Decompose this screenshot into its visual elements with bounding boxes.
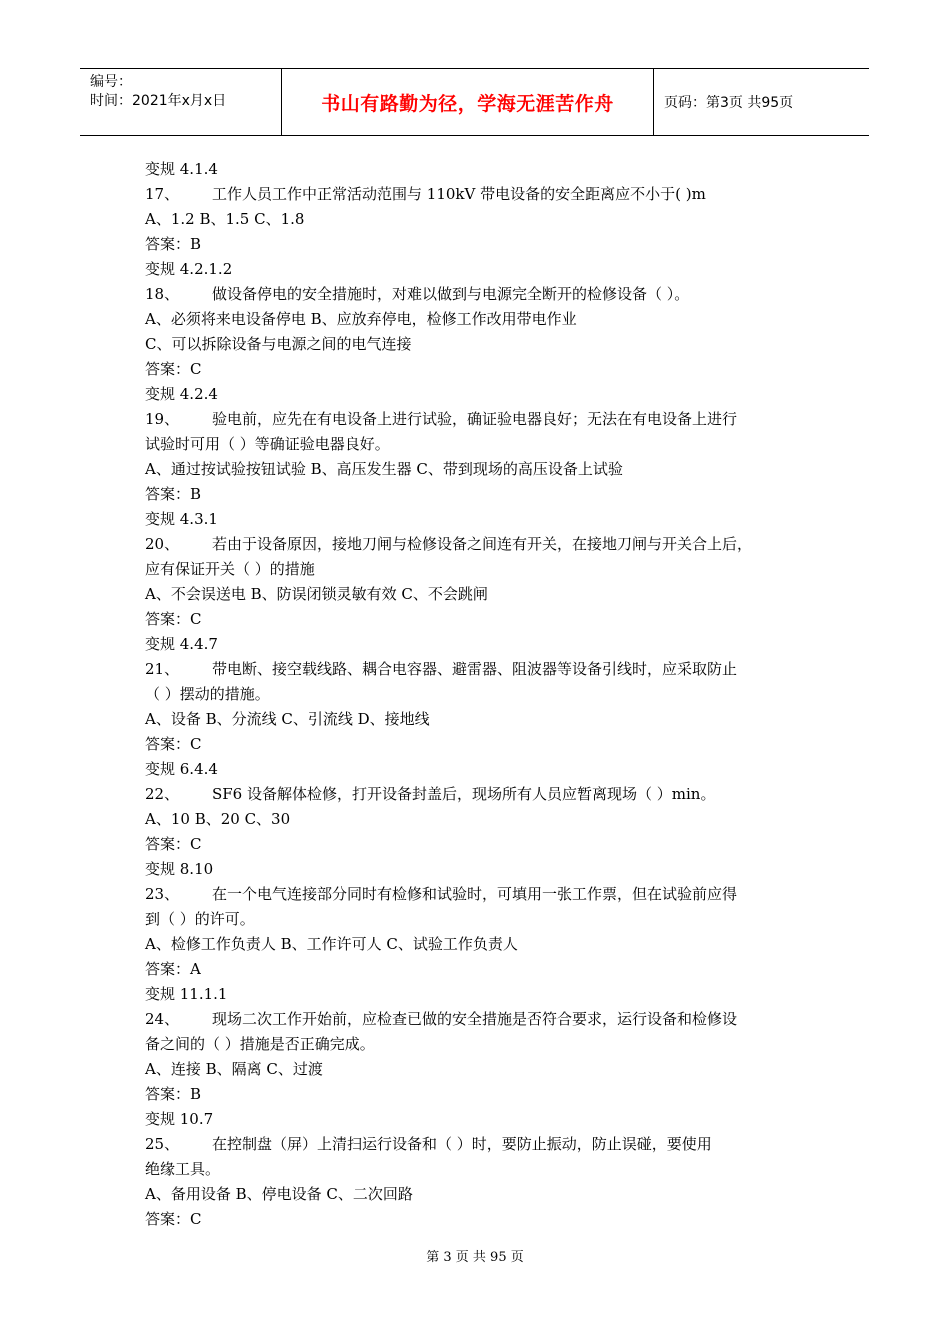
text-line	[145, 1107, 815, 1132]
text-line	[145, 1157, 815, 1182]
header-motto: 书山有路勤为径，学海无涯苦作舟	[282, 69, 654, 135]
text-line	[145, 157, 815, 182]
line-text: 变规 10.7	[145, 1110, 214, 1128]
question-number: 20、	[145, 535, 180, 553]
line-text: 答案：B	[145, 1085, 202, 1103]
line-text: 在控制盘（屏）上清扫运行设备和（ ）时，要防止振动，防止误碰，要使用	[212, 1135, 712, 1153]
question-line	[145, 657, 815, 682]
line-text: 带电断、接空载线路、耦合电容器、避雷器、阻波器等设备引线时，应采取防止	[212, 660, 738, 678]
line-text: SF6 设备解体检修，打开设备封盖后，现场所有人员应暂离现场（ ）min。	[212, 785, 716, 803]
doc-number-label: 编号：	[90, 74, 132, 90]
line-text: A、备用设备 B、停电设备 C、二次回路	[145, 1185, 413, 1203]
line-text: 答案：C	[145, 360, 202, 378]
line-text: A、必须将来电设备停电 B、应放弃停电，检修工作改用带电作业	[145, 310, 577, 328]
line-text: 变规 4.2.1.2	[145, 260, 233, 278]
text-line	[145, 632, 815, 657]
document-body	[145, 157, 815, 1232]
question-line	[145, 182, 815, 207]
text-line	[145, 1057, 815, 1082]
text-line	[145, 332, 815, 357]
line-text: 答案：C	[145, 1210, 202, 1228]
text-line	[145, 257, 815, 282]
page-footer: 第 3 页 共 95 页	[426, 1250, 524, 1265]
text-line	[145, 682, 815, 707]
line-text: 工作人员工作中正常活动范围与 110kV 带电设备的安全距离应不小于( )m	[212, 185, 706, 203]
question-line	[145, 1132, 815, 1157]
line-text: 做设备停电的安全措施时，对难以做到与电源完全断开的检修设备（ ）。	[212, 285, 690, 303]
line-text: 变规 4.4.7	[145, 635, 218, 653]
text-line	[145, 807, 815, 832]
line-text: 变规 8.10	[145, 860, 214, 878]
line-text: 应有保证开关（ ）的措施	[145, 560, 315, 578]
line-text: 答案：C	[145, 835, 202, 853]
question-line	[145, 1007, 815, 1032]
text-line	[145, 907, 815, 932]
line-text: 验电前，应先在有电设备上进行试验，确证验电器良好；无法在有电设备上进行	[212, 410, 738, 428]
text-line	[145, 607, 815, 632]
line-text: 变规 6.4.4	[145, 760, 218, 778]
line-text: 在一个电气连接部分同时有检修和试验时，可填用一张工作票，但在试验前应得	[212, 885, 738, 903]
text-line	[145, 982, 815, 1007]
line-text: A、10 B、20 C、30	[145, 810, 291, 828]
line-text: 试验时可用（ ）等确证验电器良好。	[145, 435, 390, 453]
line-text: A、连接 B、隔离 C、过渡	[145, 1060, 323, 1078]
text-line	[145, 382, 815, 407]
text-line	[145, 557, 815, 582]
line-text: 绝缘工具。	[145, 1160, 221, 1178]
line-text: C、可以拆除设备与电源之间的电气连接	[145, 335, 412, 353]
question-number: 25、	[145, 1135, 180, 1153]
text-line	[145, 207, 815, 232]
line-text: A、1.2 B、1.5 C、1.8	[145, 210, 305, 228]
question-number: 21、	[145, 660, 180, 678]
text-line	[145, 432, 815, 457]
line-text: 变规 4.1.4	[145, 160, 218, 178]
text-line	[145, 582, 815, 607]
question-number: 18、	[145, 285, 180, 303]
doc-date: 时间：2021年x月x日	[90, 93, 227, 109]
line-text: 到（ ）的许可。	[145, 910, 255, 928]
text-line	[145, 957, 815, 982]
text-line	[145, 1182, 815, 1207]
text-line	[145, 232, 815, 257]
text-line	[145, 357, 815, 382]
text-line	[145, 1082, 815, 1107]
question-number: 19、	[145, 410, 180, 428]
line-text: 答案：C	[145, 735, 202, 753]
line-text: 答案：A	[145, 960, 201, 978]
line-text: （ ）摆动的措施。	[145, 685, 270, 703]
line-text: A、不会误送电 B、防误闭锁灵敏有效 C、不会跳闸	[145, 585, 488, 603]
page-header	[80, 68, 869, 136]
text-line	[145, 507, 815, 532]
question-line	[145, 782, 815, 807]
line-text: 变规 4.3.1	[145, 510, 218, 528]
line-text: 变规 11.1.1	[145, 985, 228, 1003]
text-line	[145, 1207, 815, 1232]
question-line	[145, 532, 815, 557]
question-number: 17、	[145, 185, 180, 203]
text-line	[145, 732, 815, 757]
line-text: 答案：B	[145, 235, 202, 253]
line-text: 答案：B	[145, 485, 202, 503]
text-line	[145, 932, 815, 957]
text-line	[145, 832, 815, 857]
line-text: A、检修工作负责人 B、工作许可人 C、试验工作负责人	[145, 935, 518, 953]
question-number: 22、	[145, 785, 180, 803]
line-text: 变规 4.2.4	[145, 385, 218, 403]
question-line	[145, 882, 815, 907]
text-line	[145, 482, 815, 507]
text-line	[145, 857, 815, 882]
line-text: 现场二次工作开始前，应检查已做的安全措施是否符合要求，运行设备和检修设	[212, 1010, 738, 1028]
header-page-info: 页码：第3页 共95页	[664, 95, 794, 111]
question-line	[145, 282, 815, 307]
text-line	[145, 1032, 815, 1057]
line-text: 备之间的（ ）措施是否正确完成。	[145, 1035, 375, 1053]
line-text: 若由于设备原因，接地刀闸与检修设备之间连有开关，在接地刀闸与开关合上后，	[212, 535, 753, 553]
question-number: 23、	[145, 885, 180, 903]
text-line	[145, 707, 815, 732]
header-left-cell	[80, 69, 282, 135]
line-text: A、设备 B、分流线 C、引流线 D、接地线	[145, 710, 430, 728]
line-text: A、通过按试验按钮试验 B、高压发生器 C、带到现场的高压设备上试验	[145, 460, 623, 478]
text-line	[145, 757, 815, 782]
text-line	[145, 307, 815, 332]
line-text: 答案：C	[145, 610, 202, 628]
question-number: 24、	[145, 1010, 180, 1028]
question-line	[145, 407, 815, 432]
text-line	[145, 457, 815, 482]
